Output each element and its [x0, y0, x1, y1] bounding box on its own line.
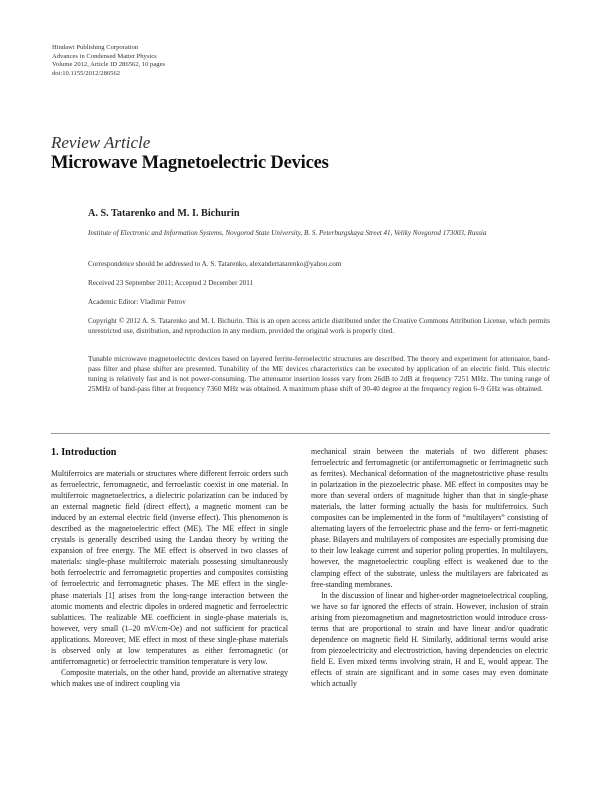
academic-editor: Academic Editor: Vladimir Petrov — [88, 298, 186, 306]
abstract: Tunable microwave magnetoelectric devices based on layered ferrite-ferroelectric structures are described. The theory and experiment for attenuator, band-pass filter and phase shifter are presented. Tunability of the ME devices characteristics can be executed by application of an electric field. This electric tuning is relatively fast and is not power-consuming. The attenuator insertion losses vary from 26dB to 2dB at frequency 7251 MHz. The tuning range of 25MHz of band-pass filter at frequency 7360 MHz was obtained. A maximum phase shift of 30-40 degree at the frequency region 6–9 GHz was obtained. — [88, 354, 550, 393]
doi: doi:10.1155/2012/286562 — [52, 69, 121, 77]
copyright-notice: Copyright © 2012 A. S. Tatarenko and M. I. Bichurin. This is an open access article distributed under the Creative Commons Attribution License, which permits unrestricted use, distribution, and reproduction in any medium, provided the original work is properly cited. — [88, 317, 550, 335]
body-paragraph: Composite materials, on the other hand, provide an alternative strategy which makes use of indirect coupling via — [51, 667, 288, 688]
section-divider — [51, 433, 550, 434]
journal-header — [52, 44, 165, 78]
body-paragraph: Multiferroics are materials or structures where different ferroic orders such as ferroelectric, ferromagnetic, and ferroelastic coexist in one material. In multiferroic magnetoelectrics, a dielectric polarization can be induced by an external magnetic field (direct effect), a magnetic moment can be induced by an external electric field (inverse effect). This phenomenon is described as the magnetoelectric effect (ME). The ME effect in single crystals is generally described using the Landau theory by writing the expansion of free energy. The ME effect is observed in two classes of materials: single-phase multiferroic materials possessing simultaneously both ferroelectric and ferromagnetic properties and composites consisting of ferroelectric and ferromagnetic phases. The ME effect in the single-phase materials [1] arises from the long-range interaction between the atomic moments and electric dipoles in ordered magnetic and ferroelectric sublattices. The realizable ME coefficient in single-phase materials is, however, very small (1–20 mV/cm-Oe) and not sufficient for practical applications. Moreover, ME effect in most of these single-phase materials is observed only at low temperatures as either ferromagnetic (or antiferromagnetic) or ferroelectric transition temperature is very low. — [51, 469, 288, 666]
article-title: Microwave Magnetoelectric Devices — [51, 153, 329, 173]
received-dates: Received 23 September 2011; Accepted 2 December 2011 — [88, 279, 254, 287]
section-heading: 1. Introduction — [51, 447, 117, 458]
body-paragraph: mechanical strain between the materials of two different phases: ferroelectric and ferromagnetic (or antiferromagnetic or ferrimagnetic such as ferrites). Mechanical deformation of the magnetostrictive phase results in polarization in the piezoelectric phase. ME effect in composites may be more than several orders of magnitude higher than that in single-phase materials, the latter forming actually the basis for multiferroics. Such composites can be implemented in the form of “multilayers” consisting of alternating layers of the ferroelectric phase and the ferro- or ferri-magnetic phase. Bilayers and multilayers of composites are especially promising due to their low leakage current and superior poling properties. In multilayers, however, the magnetoelectric coupling effect is weakened due to the clamping effect of the substrate, unless the multilayers are fabricated as free-standing membranes. — [311, 447, 548, 589]
authors: A. S. Tatarenko and M. I. Bichurin — [88, 208, 240, 219]
affiliation: Institute of Electronic and Information Systems, Novgorod State University, B. S. Peterburgskaya Street 41, Veliky Novgorod 173003, Russia — [88, 229, 487, 237]
article-type: Review Article — [51, 133, 151, 152]
right-column — [311, 446, 548, 689]
correspondence: Correspondence should be addressed to A. S. Tatarenko, alexandertatarenko@yahoo.com — [88, 260, 342, 268]
volume-info: Volume 2012, Article ID 286562, 10 pages — [52, 61, 166, 69]
left-column — [51, 446, 288, 689]
journal-name: Advances in Condensed Matter Physics — [52, 52, 157, 60]
publisher-name: Hindawi Publishing Corporation — [52, 44, 139, 51]
body-paragraph: In the discussion of linear and higher-order magnetoelectrical coupling, we have so far ignored the effects of strain. However, inclusion of strain arising from piezomagnetism and magnetostriction would introduce cross-terms that are proportional to strain and have linear and/or quadratic dependence on magnetic field H. Similarly, additional terms would arise from piezoelectricity and electrostriction, having dependencies on electric field E. Even mixed terms involving strain, H and E, would appear. The effects of strain are significant and in some cases may even dominate which actually — [311, 590, 548, 688]
